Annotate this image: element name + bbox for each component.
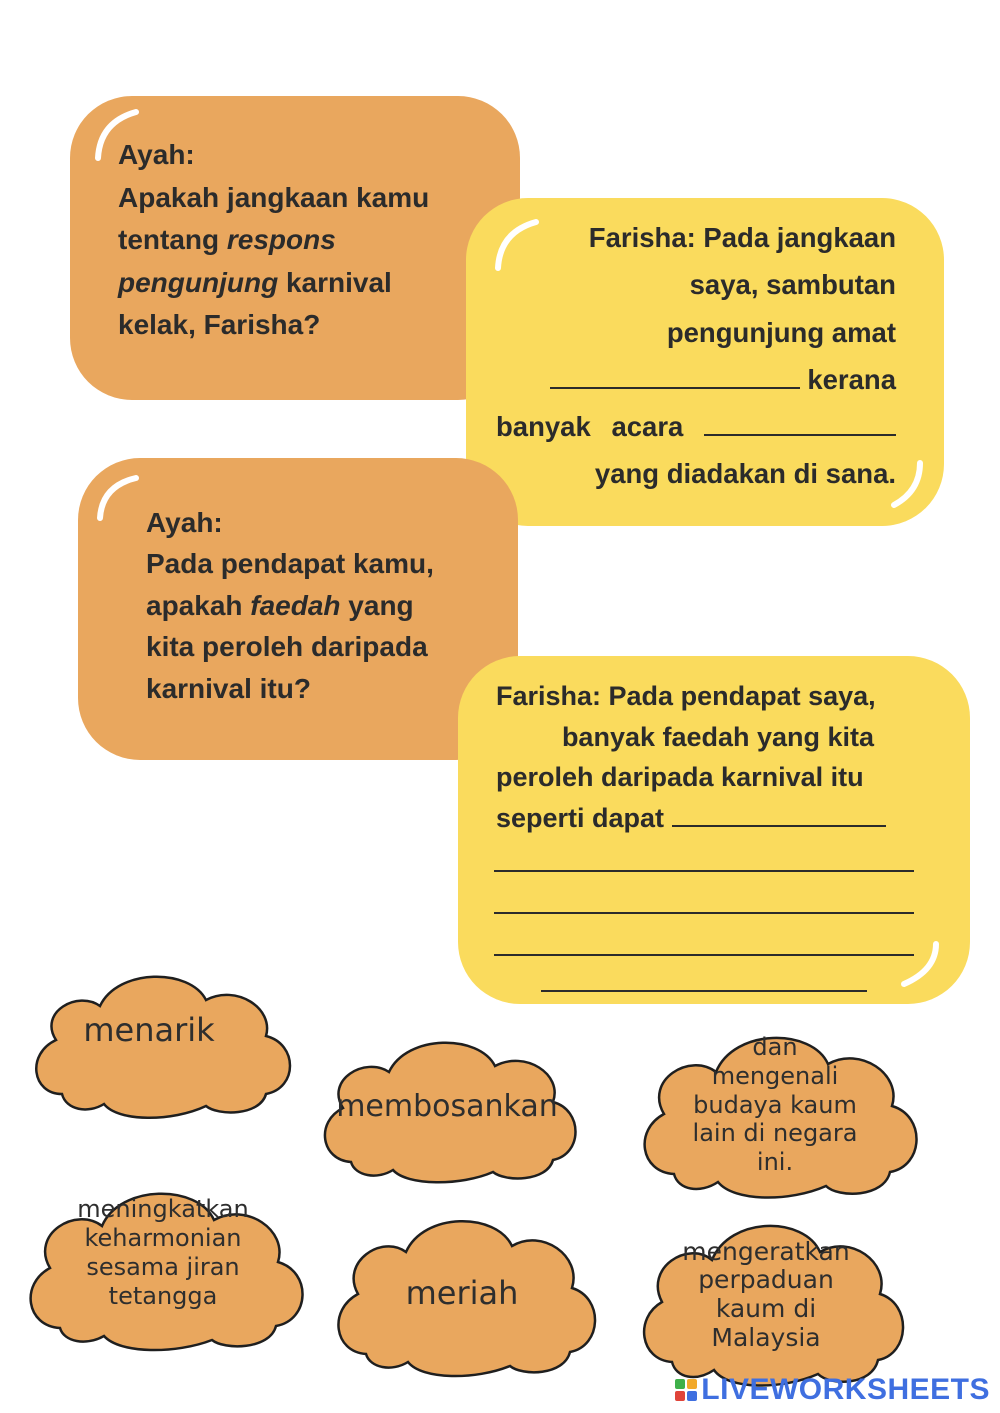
answer2-line-4: seperti dapat (496, 798, 940, 839)
question-line-3: pengunjung karnival (118, 266, 392, 298)
brand-text: LIVEWORKSHEETS (701, 1373, 990, 1406)
cloud-label: mengeratkan perpaduan kaum di Malaysia (682, 1236, 850, 1352)
answer-line-blank[interactable] (541, 990, 867, 992)
cloud-label: membosankan (336, 1088, 558, 1124)
cloud-option-meriah[interactable] (326, 1206, 598, 1376)
cloud-option-keharmonian[interactable] (16, 1180, 310, 1350)
liveworksheets-icon (675, 1379, 697, 1401)
ayah-bubble-2 (78, 458, 518, 760)
blank-1[interactable] (550, 361, 800, 389)
cloud-label: menarik (83, 1011, 215, 1049)
cloud-option-perpaduan[interactable] (632, 1210, 908, 1386)
blank-3[interactable] (672, 799, 886, 827)
farisha-bubble-1 (466, 198, 944, 526)
answer-line-blank[interactable] (494, 954, 914, 956)
cloud-option-menarik[interactable] (22, 966, 296, 1116)
question-line-2: tentang respons (118, 224, 336, 256)
question-line-1: Apakah jangkaan kamu (118, 181, 430, 213)
answer2-line-1: Farisha: Pada pendapat saya, (496, 681, 876, 711)
answer-line-4: kerana (496, 356, 896, 403)
farisha-bubble-2 (458, 656, 970, 1004)
cloud-label: meningkatkan keharmonian sesama jiran tetangga (77, 1195, 249, 1310)
speaker-ayah-2: Ayah: (146, 507, 223, 538)
cloud-option-membosankan[interactable] (313, 1030, 581, 1182)
question2-line-4: karnival itu? (146, 672, 311, 704)
answer-line-5: banyak acara (496, 403, 896, 450)
question-line-4: kelak, Farisha? (118, 309, 321, 341)
ayah-bubble-1 (70, 96, 520, 400)
question2-line-1: Pada pendapat kamu, (146, 548, 434, 580)
cloud-label: meriah (405, 1274, 519, 1312)
answer-line-2: saya, sambutan (689, 269, 896, 301)
question2-line-2: apakah faedah yang (146, 589, 414, 621)
answer-line-6: yang diadakan di sana. (594, 458, 896, 490)
answer-line-blank[interactable] (494, 870, 914, 872)
answer2-line-2: banyak faedah yang kita (561, 721, 875, 752)
speaker-ayah-1: Ayah: (118, 139, 195, 170)
answer-line-blank[interactable] (494, 912, 914, 914)
cloud-option-budaya[interactable] (632, 1022, 922, 1198)
cloud-label: dan mengenali budaya kaum lain di negara ini. (692, 1033, 858, 1177)
answer-line-3: pengunjung amat (666, 316, 896, 348)
blank-2[interactable] (704, 408, 896, 436)
answer2-line-3: peroleh daripada karnival itu (496, 762, 864, 792)
question2-line-3: kita peroleh daripada (146, 631, 428, 663)
answer-line-1: Farisha: Pada jangkaan (588, 222, 896, 253)
liveworksheets-logo (675, 1373, 990, 1407)
